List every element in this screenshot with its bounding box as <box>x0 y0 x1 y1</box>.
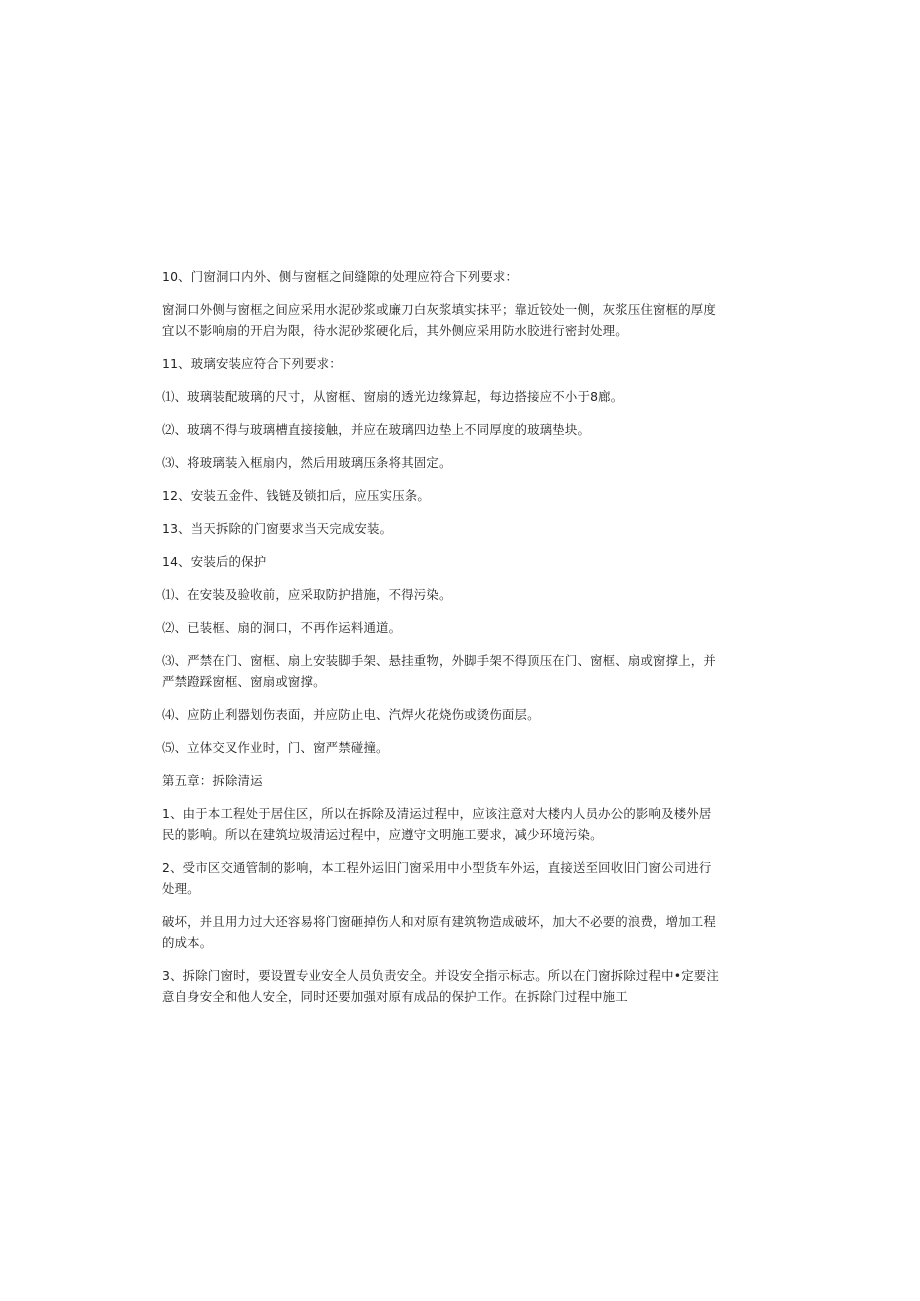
paragraph-clearance-2: 2、受市区交通管制的影响，本工程外运旧门窗采用中小型货车外运，直接送至回收旧门窗公司进行处理。 <box>162 860 712 896</box>
heading-item-12: 12、安装五金件、钱链及锁扣后，应压实压条。 <box>162 488 430 503</box>
heading-item-14: 14、安装后的保护 <box>162 554 267 569</box>
list-item-glass-3: ⑶、将玻璃装入框扇内，然后用玻璃压条将其固定。 <box>162 455 452 470</box>
list-item-glass-1: ⑴、玻璃装配玻璃的尺寸，从窗框、窗扇的透光边缘算起，每边搭接应不小于8廊。 <box>162 389 624 404</box>
list-item-protect-3: ⑶、严禁在门、窗框、扇上安装脚手架、悬挂重物，外脚手架不得顶压在门、窗框、扇或窗撑上，并严禁蹬踩窗框、窗扇或窗撑。 <box>162 653 716 689</box>
list-item-protect-2: ⑵、已装框、扇的洞口，不再作运料通道。 <box>162 620 402 635</box>
chapter-heading: 第五章：拆除清运 <box>162 773 263 788</box>
paragraph-clearance-3: 3、拆除门窗时，要设置专业安全人员负责安全。并设安全指示标志。所以在门窗拆除过程中•定要注意自身安全和他人安全，同时还要加强对原有成品的保护工作。在拆除门过程中施工 <box>162 968 719 1004</box>
heading-item-10: 10、门窗洞口内外、侧与窗框之间缝隙的处理应符合下列要求： <box>162 269 519 284</box>
list-item-protect-5: ⑸、立体交叉作业时，门、窗严禁碰撞。 <box>162 740 389 755</box>
paragraph-window-gap: 窗洞口外侧与窗框之间应采用水泥砂浆或廉刀白灰浆填实抹平；靠近铰处一侧，灰浆压住窗框的厚度宜以不影响扇的开启为限，待水泥砂浆硬化后，其外侧应采用防水胶进行密封处理。 <box>162 302 716 338</box>
document-body <box>162 266 722 1019</box>
list-item-protect-4: ⑷、应防止利器划伤表面，并应防止电、汽焊火花烧伤或烫伤面层。 <box>162 707 540 722</box>
paragraph-clearance-1: 1、由于本工程处于居住区，所以在拆除及清运过程中，应该注意对大楼内人员办公的影响及楼外居民的影响。所以在建筑垃圾清运过程中，应遵守文明施工要求，减少环境污染。 <box>162 806 712 842</box>
list-item-protect-1: ⑴、在安装及验收前，应采取防护措施，不得污染。 <box>162 587 452 602</box>
paragraph-damage: 破坏，并且用力过大还容易将门窗砸掉伤人和对原有建筑物造成破坏，加大不必要的浪费，增加工程的成本。 <box>162 914 716 950</box>
heading-item-11: 11、玻璃安装应符合下列要求： <box>162 356 342 371</box>
list-item-glass-2: ⑵、玻璃不得与玻璃槽直接接触，并应在玻璃四边垫上不同厚度的玻璃垫块。 <box>162 422 591 437</box>
heading-item-13: 13、当天拆除的门窗要求当天完成安装。 <box>162 521 393 536</box>
